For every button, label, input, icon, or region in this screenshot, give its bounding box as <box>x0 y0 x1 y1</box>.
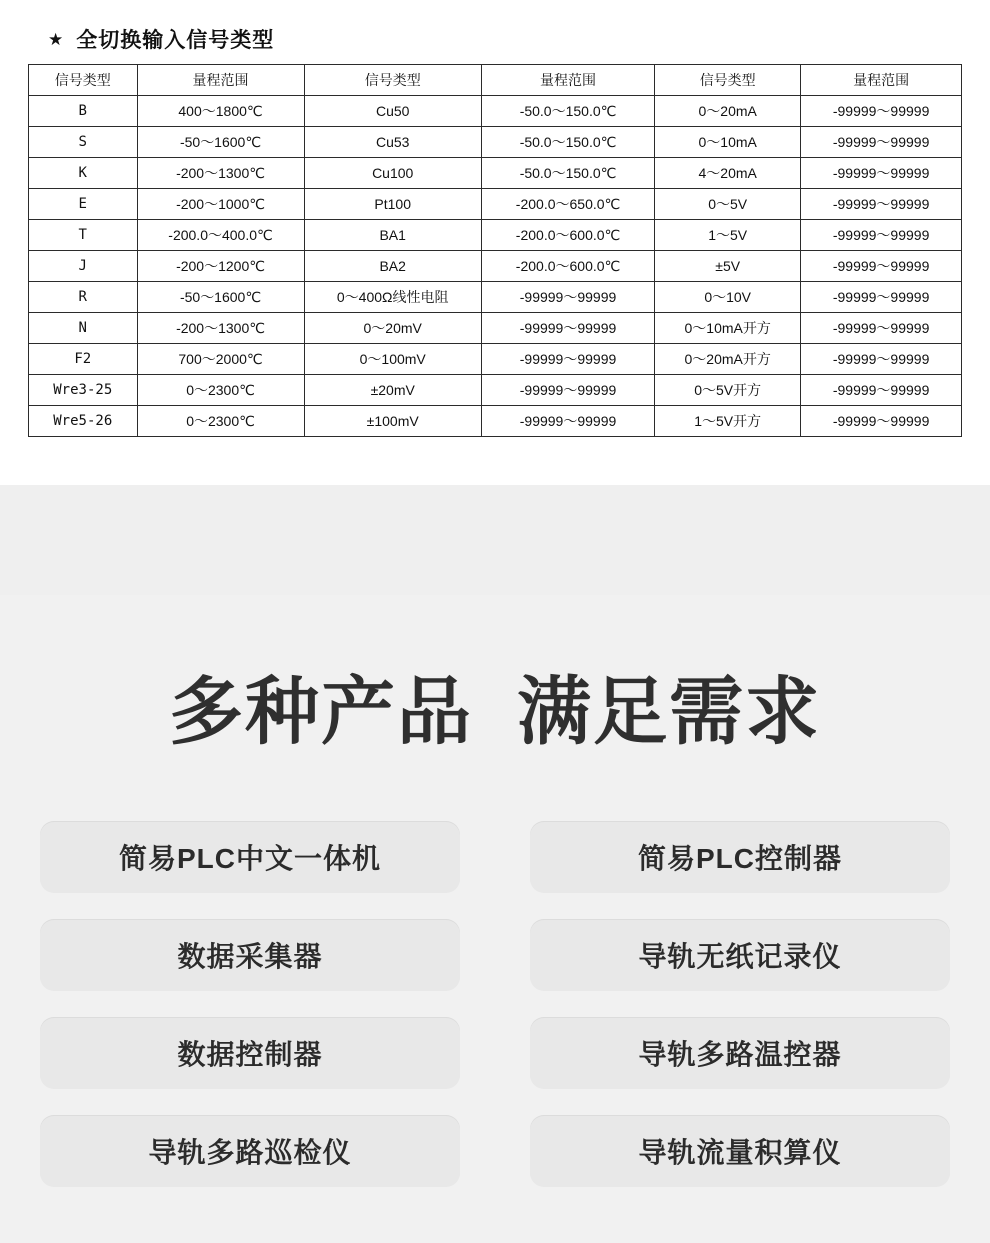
table-header-cell: 信号类型 <box>655 65 801 96</box>
table-cell: 0～20mA开方 <box>655 344 801 375</box>
table-row <box>29 375 962 406</box>
table-row <box>29 96 962 127</box>
table-cell: B <box>29 96 138 127</box>
table-cell: -99999～99999 <box>481 313 654 344</box>
table-cell: 0～10V <box>655 282 801 313</box>
table-cell: 0～2300℃ <box>137 406 304 437</box>
signal-type-table <box>28 64 962 437</box>
table-header-cell: 信号类型 <box>304 65 481 96</box>
products-heading-part1: 多种产品 <box>169 669 473 755</box>
table-cell: -99999～99999 <box>801 313 962 344</box>
table-cell: ±20mV <box>304 375 481 406</box>
table-row <box>29 282 962 313</box>
table-cell: Cu100 <box>304 158 481 189</box>
table-cell: -99999～99999 <box>801 282 962 313</box>
table-cell: 1～5V开方 <box>655 406 801 437</box>
table-bottom-spacer <box>28 437 962 485</box>
table-cell: F2 <box>29 344 138 375</box>
table-cell: Wre3-25 <box>29 375 138 406</box>
table-cell: 0～10mA <box>655 127 801 158</box>
table-row <box>29 189 962 220</box>
table-cell: 0～100mV <box>304 344 481 375</box>
table-header-cell: 量程范围 <box>801 65 962 96</box>
signal-table-section <box>0 0 990 485</box>
table-cell: -99999～99999 <box>801 96 962 127</box>
table-cell: -200.0～400.0℃ <box>137 220 304 251</box>
table-cell: S <box>29 127 138 158</box>
star-icon: ★ <box>48 29 65 49</box>
product-grid <box>0 821 990 1187</box>
table-cell: -50.0～150.0℃ <box>481 127 654 158</box>
table-cell: -99999～99999 <box>801 189 962 220</box>
product-item-data-acquisition[interactable]: 数据采集器 <box>40 919 460 991</box>
table-cell: -99999～99999 <box>481 344 654 375</box>
table-row <box>29 344 962 375</box>
product-item-data-controller[interactable]: 数据控制器 <box>40 1017 460 1089</box>
table-cell: 0～5V开方 <box>655 375 801 406</box>
product-item-rail-flow-totalizer[interactable]: 导轨流量积算仪 <box>530 1115 950 1187</box>
table-cell: 0～2300℃ <box>137 375 304 406</box>
products-heading-part2: 满足需求 <box>517 669 821 755</box>
table-cell: 4～20mA <box>655 158 801 189</box>
table-row <box>29 127 962 158</box>
table-cell: BA1 <box>304 220 481 251</box>
table-cell: 400～1800℃ <box>137 96 304 127</box>
table-cell: 700～2000℃ <box>137 344 304 375</box>
product-item-plc-hmi[interactable]: 简易PLC中文一体机 <box>40 821 460 893</box>
section-title <box>28 18 962 64</box>
products-section <box>0 595 990 1243</box>
table-header-cell: 量程范围 <box>481 65 654 96</box>
table-header-cell: 信号类型 <box>29 65 138 96</box>
table-cell: ±5V <box>655 251 801 282</box>
table-cell: -99999～99999 <box>481 406 654 437</box>
table-header-row <box>29 65 962 96</box>
table-row <box>29 251 962 282</box>
table-cell: -99999～99999 <box>801 127 962 158</box>
product-item-rail-paperless-recorder[interactable]: 导轨无纸记录仪 <box>530 919 950 991</box>
table-cell: -200～1300℃ <box>137 158 304 189</box>
section-divider <box>0 485 990 595</box>
table-cell: -200.0～650.0℃ <box>481 189 654 220</box>
table-cell: -50～1600℃ <box>137 127 304 158</box>
table-cell: -200.0～600.0℃ <box>481 220 654 251</box>
table-cell: -200～1300℃ <box>137 313 304 344</box>
product-item-plc-controller[interactable]: 简易PLC控制器 <box>530 821 950 893</box>
table-cell: -50.0～150.0℃ <box>481 96 654 127</box>
product-item-rail-multi-inspector[interactable]: 导轨多路巡检仪 <box>40 1115 460 1187</box>
table-cell: -99999～99999 <box>801 375 962 406</box>
product-item-rail-multi-temp-controller[interactable]: 导轨多路温控器 <box>530 1017 950 1089</box>
table-cell: Wre5-26 <box>29 406 138 437</box>
section-title-text: 全切换输入信号类型 <box>76 29 275 52</box>
table-cell: -50.0～150.0℃ <box>481 158 654 189</box>
table-cell: E <box>29 189 138 220</box>
table-cell: 0～10mA开方 <box>655 313 801 344</box>
table-cell: -50～1600℃ <box>137 282 304 313</box>
table-cell: ±100mV <box>304 406 481 437</box>
table-cell: 0～20mA <box>655 96 801 127</box>
table-row <box>29 220 962 251</box>
table-cell: J <box>29 251 138 282</box>
table-cell: T <box>29 220 138 251</box>
table-row <box>29 406 962 437</box>
table-cell: K <box>29 158 138 189</box>
table-cell: -99999～99999 <box>801 344 962 375</box>
table-cell: -99999～99999 <box>801 158 962 189</box>
table-cell: 0～20mV <box>304 313 481 344</box>
table-header-cell: 量程范围 <box>137 65 304 96</box>
table-cell: -99999～99999 <box>801 220 962 251</box>
table-cell: -99999～99999 <box>481 375 654 406</box>
table-cell: 0～400Ω线性电阻 <box>304 282 481 313</box>
table-cell: -200.0～600.0℃ <box>481 251 654 282</box>
table-cell: Cu50 <box>304 96 481 127</box>
table-row <box>29 313 962 344</box>
table-cell: BA2 <box>304 251 481 282</box>
table-cell: R <box>29 282 138 313</box>
table-cell: Cu53 <box>304 127 481 158</box>
table-cell: -99999～99999 <box>801 406 962 437</box>
table-cell: N <box>29 313 138 344</box>
table-cell: 0～5V <box>655 189 801 220</box>
table-cell: -200～1000℃ <box>137 189 304 220</box>
table-row <box>29 158 962 189</box>
table-cell: Pt100 <box>304 189 481 220</box>
table-cell: -200～1200℃ <box>137 251 304 282</box>
products-heading <box>0 653 990 759</box>
table-cell: -99999～99999 <box>481 282 654 313</box>
table-cell: 1～5V <box>655 220 801 251</box>
table-cell: -99999～99999 <box>801 251 962 282</box>
